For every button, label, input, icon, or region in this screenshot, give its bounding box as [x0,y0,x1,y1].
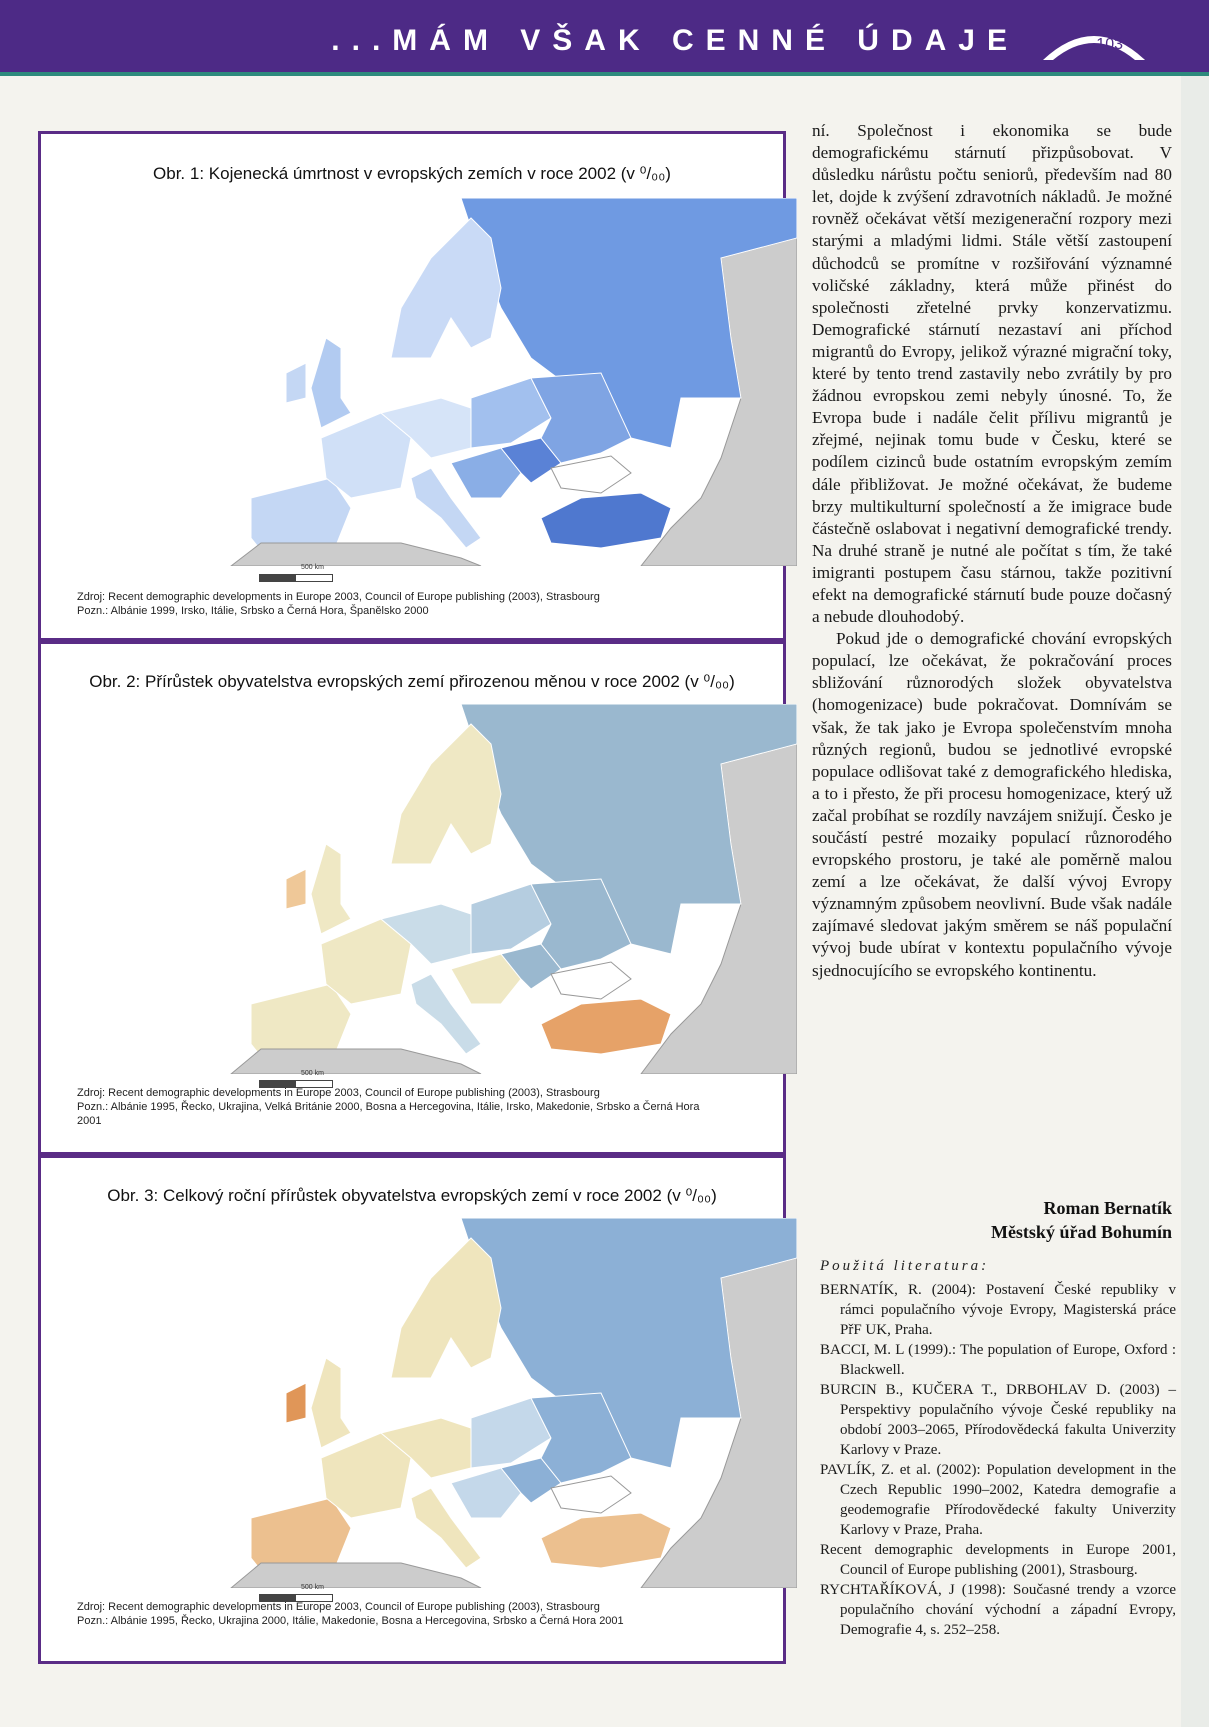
literature-entry: BERNATÍK, R. (2004): Postavení České republiky v rámci populačního vývoje Evropy, Magisterská práce PřF UK, Praha. [820,1282,1176,1338]
figure-source: Zdroj: Recent demographic developments in Europe 2003, Council of Europe publishing (2003), Strasbourg [77,1087,600,1099]
literature-entry: BURCIN B., KUČERA T., DRBOHLAV D. (2003) – Perspektivy populačního vývoje České republiky na období 2003–2065, Přírodovědecká fakulta Univerzity Karlovy v Praze. [820,1382,1176,1458]
scale-label: 500 km [301,1584,324,1591]
figure-source: Zdroj: Recent demographic developments in Europe 2003, Council of Europe publishing (2003), Strasbourg [77,591,600,603]
page-edge-strip [1181,76,1209,1727]
europe-map [201,198,797,566]
literature-entry: Recent demographic developments in Europe 2001, Council of Europe publishing (2001), Strasbourg. [820,1542,1176,1578]
page-number: 103 [1096,36,1123,53]
scale-label: 500 km [301,1070,324,1077]
header-band [0,0,1209,76]
page-badge-arc-icon [1039,22,1149,62]
figure-infant-mortality [38,131,786,641]
article-paragraph: Pokud jde o demografické chování evropských populací, lze očekávat, že pokračování proces sbližování různorodých složek obyvatelstva (homogenizace) bude pokračovat. Domnívám se však, že tak jako je Evropa společenstvím mnoha různých regionů, budou se jednotlivé evropské populace odlišovat také z demografického hlediska, a to i přesto, že při procesu homogenizace, který už začal probíhat se rozdíly navzájem snižují. Česko je součástí pestré mozaiky populací různorodého evropského prostoru, je také ale poměrně malou zemí a lze očekávat, že další vývoj Evropy významným způsobem neovlivní. Bude však nadále zajímavé sledovat jakým směrem se náš populační vývoj bude ubírat v kontextu populačního vývoje sjednocujícího se evropského kontinentu. [812,629,1172,980]
literature-entry: PAVLÍK, Z. et al. (2002): Population development in the Czech Republic 1990–2002, Katedra demografie a geodemografie Přírodovědecké fakulty Univerzity Karlovy v Praze, Praha. [820,1462,1176,1538]
literature-entry: RYCHTAŘÍKOVÁ, J (1998): Současné trendy a vzorce populačního chování východní a západní Evropy, Demografie 4, s. 252–258. [820,1582,1176,1638]
author-name: Roman Bernatík [1043,1198,1172,1218]
article-paragraph: ní. Společnost i ekonomika se bude demografickému stárnutí přizpůsobovat. V důsledku nárůstu počtu seniorů, především nad 80 let, dojde k zvýšení zdravotních nákladů. Je možné rovněž očekávat větší mezigenerační rozpory mezi starými a mladými lidmi. Stále větší zastoupení důchodců se promítne v rozšiřování významné voličské základny, která může přinést do společnosti zřetelné prvky konzervatizmu. Demografické stárnutí nezastaví ani příchod migrantů do Evropy, jelikož výrazné migrační toky, které by tento trend zastavily nebo zvrátily by pro žádnou evropskou zemi nebyly únosné. To, že Evropa bude i nadále čelit přílivu migrantů je zřejmé, nejinak tomu bude v Česku, které se podílem cizinců bude ostatním evropským zemím dále přibližovat. Je možné očekávat, že budeme brzy multikulturní společností a že imigrace bude částečně oslabovat i negativní demografické trendy. Na druhé straně je nutné ale počítat s tím, že také imigranti postupem času stárnou, takže pozitivní efekt na demografické stárnutí bude pouze dočasný a nebude dlouhodobý. [812,121,1172,627]
figure-title: Obr. 3: Celkový roční přírůstek obyvatelstva evropských zemí v roce 2002 (v ⁰/₀₀) [107,1186,717,1205]
scale-bar [259,574,333,582]
author-affiliation: Městský úřad Bohumín [990,1222,1172,1242]
figure-total-increase [38,1155,786,1664]
figure-note: Pozn.: Albánie 1995, Řecko, Ukrajina, Velká Británie 2000, Bosna a Hercegovina, Itálie, Irsko, Makedonie, Srbsko a Černá Hora 2001 [77,1101,700,1127]
figure-caption [77,1600,717,1628]
europe-map [201,1218,797,1588]
literature-heading: Použitá literatura: [820,1258,990,1274]
literature-entry: BACCI, M. L (1999).: The population of Europe, Oxford : Blackwell. [820,1342,1176,1378]
figure-natural-increase [38,641,786,1155]
europe-map [201,704,797,1074]
figure-source: Zdroj: Recent demographic developments in Europe 2003, Council of Europe publishing (2003), Strasbourg [77,1601,600,1613]
figure-caption [77,590,717,618]
figure-caption [77,1086,717,1128]
figure-title: Obr. 1: Kojenecká úmrtnost v evropských zemích v roce 2002 (v ⁰/₀₀) [153,164,671,183]
section-title: ...MÁM VŠAK CENNÉ ÚDAJE [331,24,1019,57]
literature-list [820,1280,1176,1640]
figure-title: Obr. 2: Přírůstek obyvatelstva evropských zemí přirozenou měnou v roce 2002 (v ⁰/₀₀) [89,672,735,691]
scale-label: 500 km [301,564,324,571]
article-body [812,120,1172,982]
figure-note: Pozn.: Albánie 1995, Řecko, Ukrajina 2000, Itálie, Makedonie, Bosna a Hercegovina, Srbsko a Černá Hora 2001 [77,1615,624,1627]
figure-note: Pozn.: Albánie 1999, Irsko, Itálie, Srbsko a Černá Hora, Španělsko 2000 [77,605,429,617]
